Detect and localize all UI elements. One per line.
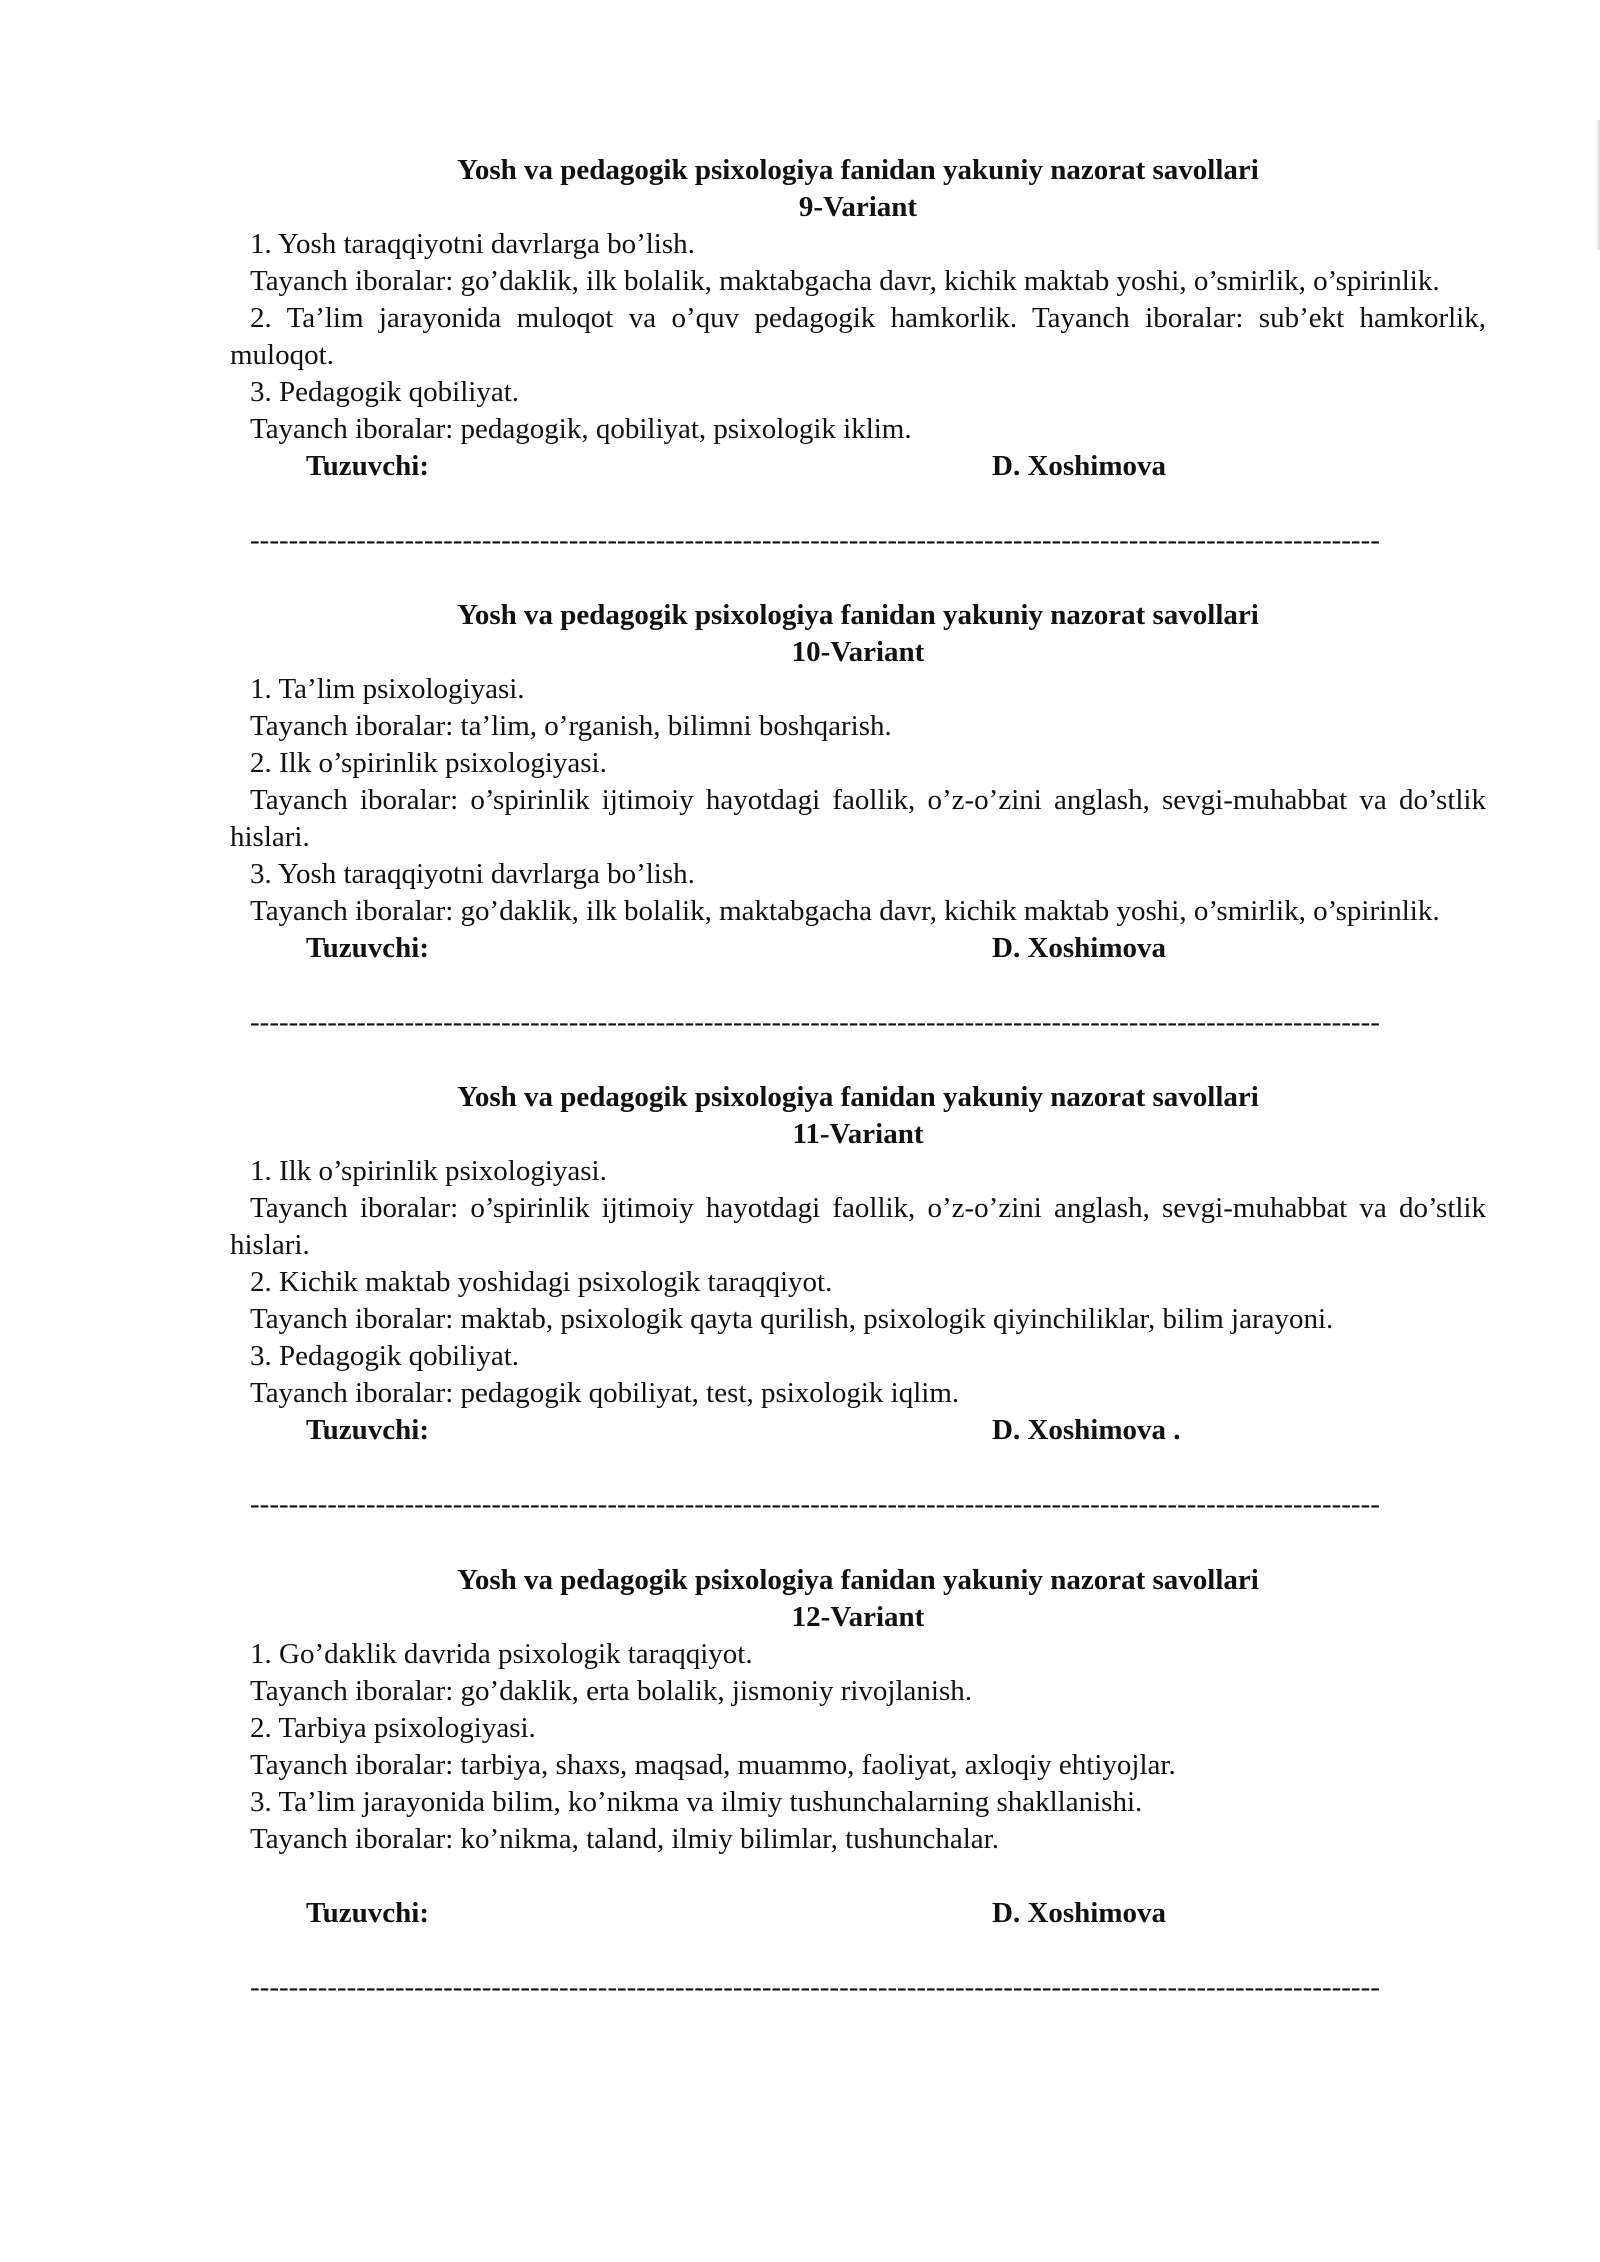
section-title: Yosh va pedagogik psixologiya fanidan yakuniy nazorat savollari (457, 154, 1259, 186)
keywords-line: Tayanch iboralar: ko’nikma, taland, ilmiy bilimlar, tushunchalar. (250, 1823, 999, 1855)
keywords-line: Tayanch iboralar: o’spirinlik ijtimoiy hayotdagi faollik, o’z-o’zini anglash, sevgi-muhabbat va do’stlik hislari. (230, 1192, 1486, 1261)
separator-line: --------------------------------------------------------------------------------------------------------------------- (250, 524, 1380, 556)
keywords-line: Tayanch iboralar: pedagogik qobiliyat, test, psixologik iqlim. (250, 1377, 960, 1409)
question-line: 2. Kichik maktab yoshidagi psixologik taraqqiyot. (250, 1266, 833, 1298)
variant-heading: 9-Variant (798, 191, 918, 223)
keywords-line: Tayanch iboralar: tarbiya, shaxs, maqsad, muammo, faoliyat, axloqiy ehtiyojlar. (250, 1749, 1176, 1781)
question-line: 1. Ta’lim psixologiyasi. (250, 673, 525, 705)
compiler-name: D. Xoshimova (992, 1897, 1167, 1929)
section-title: Yosh va pedagogik psixologiya fanidan yakuniy nazorat savollari (457, 1081, 1259, 1113)
keywords-line: Tayanch iboralar: go’daklik, erta bolalik, jismoniy rivojlanish. (250, 1675, 972, 1707)
variant-heading: 10-Variant (791, 636, 925, 668)
compiler-label: Tuzuvchi: (306, 1414, 430, 1446)
compiler-name: D. Xoshimova . (992, 1414, 1181, 1446)
keywords-line: Tayanch iboralar: maktab, psixologik qayta qurilish, psixologik qiyinchiliklar, bilim jarayoni. (250, 1303, 1334, 1335)
separator-line: --------------------------------------------------------------------------------------------------------------------- (250, 1006, 1380, 1038)
question-line: 2. Ilk o’spirinlik psixologiyasi. (250, 747, 607, 779)
compiler-signature (230, 1412, 1486, 1449)
question-line: 3. Pedagogik qobiliyat. (250, 376, 520, 408)
question-line: 3. Ta’lim jarayonida bilim, ko’nikma va ilmiy tushunchalarning shakllanishi. (250, 1786, 1143, 1818)
compiler-name: D. Xoshimova (992, 450, 1167, 482)
question-line: 3. Pedagogik qobiliyat. (250, 1340, 520, 1372)
keywords-line: Tayanch iboralar: go’daklik, ilk bolalik, maktabgacha davr, kichik maktab yoshi, o’smirlik, o’spirinlik. (250, 895, 1440, 927)
variant-block-12 (230, 1562, 1486, 2006)
question-line: 1. Ilk o’spirinlik psixologiyasi. (250, 1155, 607, 1187)
compiler-name: D. Xoshimova (992, 932, 1167, 964)
question-line: 1. Yosh taraqqiyotni davrlarga bo’lish. (250, 228, 695, 260)
compiler-label: Tuzuvchi: (306, 932, 430, 964)
variant-heading: 12-Variant (791, 1601, 925, 1633)
separator-line: --------------------------------------------------------------------------------------------------------------------- (250, 1488, 1380, 1520)
question-line: 2. Ta’lim jarayonida muloqot va o’quv pedagogik hamkorlik. Tayanch iboralar: sub’ekt hamkorlik, muloqot. (230, 302, 1486, 371)
keywords-line: Tayanch iboralar: pedagogik, qobiliyat, psixologik iklim. (250, 413, 912, 445)
variant-block-9 (230, 152, 1486, 559)
compiler-signature (230, 448, 1486, 485)
compiler-label: Tuzuvchi: (306, 450, 430, 482)
keywords-line: Tayanch iboralar: o’spirinlik ijtimoiy hayotdagi faollik, o’z-o’zini anglash, sevgi-muhabbat va do’stlik hislari. (230, 784, 1486, 853)
page-edge-shadow (1596, 120, 1600, 250)
section-title: Yosh va pedagogik psixologiya fanidan yakuniy nazorat savollari (457, 1564, 1259, 1596)
separator-line: --------------------------------------------------------------------------------------------------------------------- (250, 1971, 1380, 2003)
compiler-signature (230, 1895, 1486, 1932)
keywords-line: Tayanch iboralar: ta’lim, o’rganish, bilimni boshqarish. (250, 710, 892, 742)
question-line: 3. Yosh taraqqiyotni davrlarga bo’lish. (250, 858, 695, 890)
variant-block-11 (230, 1079, 1486, 1523)
section-title: Yosh va pedagogik psixologiya fanidan yakuniy nazorat savollari (457, 599, 1259, 631)
question-line: 2. Tarbiya psixologiyasi. (250, 1712, 536, 1744)
question-line: 1. Go’daklik davrida psixologik taraqqiyot. (250, 1638, 753, 1670)
compiler-label: Tuzuvchi: (306, 1897, 430, 1929)
variant-heading: 11-Variant (792, 1118, 924, 1150)
keywords-line: Tayanch iboralar: go’daklik, ilk bolalik, maktabgacha davr, kichik maktab yoshi, o’smirlik, o’spirinlik. (250, 265, 1440, 297)
compiler-signature (230, 930, 1486, 967)
variant-block-10 (230, 597, 1486, 1041)
